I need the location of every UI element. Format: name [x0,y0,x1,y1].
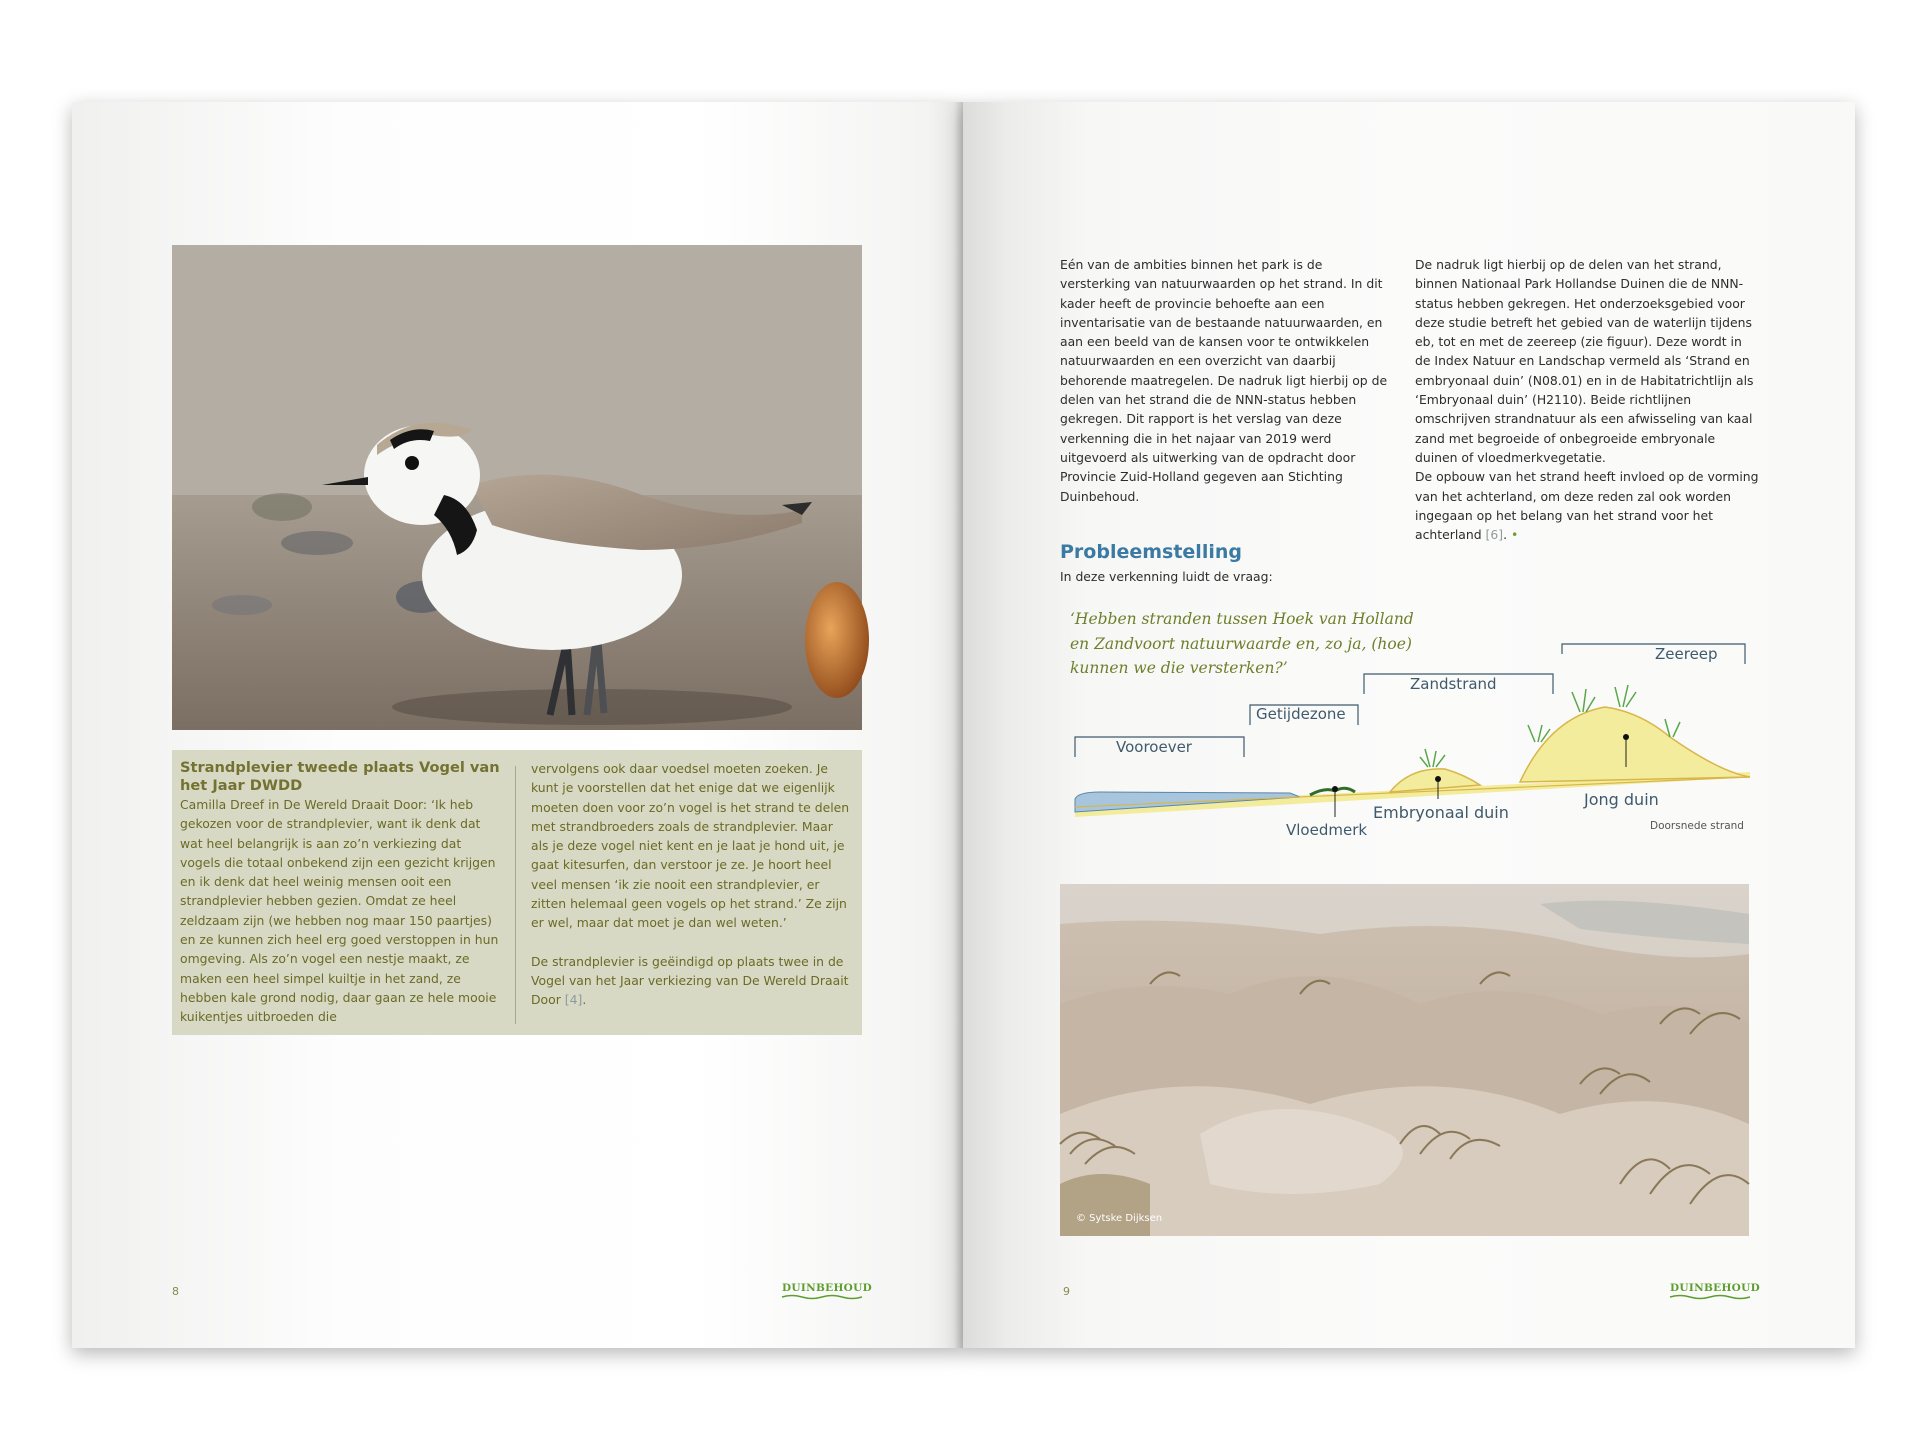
section-heading: Probleemstelling [1060,541,1242,563]
body-text-column-1: Eén van de ambities binnen het park is de versterking van natuurwaarden op het strand. In dit kader heeft de provincie behoefte aan een inventarisatie van de bestaande natuurwaarden, en aan een beeld van de kansen voor te ontwikkelen natuurwaarden en een overzicht van daarbij behorende maatregelen. De nadruk ligt hierbij op de delen van het strand die de NNN-status hebben gekregen. Dit rapport is het verslag van deze verkenning die in het najaar van 2019 werd uitgevoerd als uitwerking van de opdracht door Provincie Zuid-Holland gegeven aan Stichting Duinbehoud. [1060,257,1388,504]
label-jong-duin: Jong duin [1584,790,1659,809]
reference-link[interactable]: [6] [1485,527,1504,543]
info-box-text-col1: Camilla Dreef in De Wereld Draait Door: ‘Ik heb gekozen voor de strandplevier, want ik denk dat wat heel belangrijk is aan zo’n verkiezing dat vogels die totaal onbekend zijn een gezicht krijgen en ik denk dat heel weinig mensen ooit een strandplevier hebben gezien. Omdat ze heel zeldzaam zijn (we hebben nog maar 150 paartjes) en ze kunnen zich heel erg goed verstoppen in hun omgeving. Als zo’n vogel een nestje maakt, ze maken een heel simpel kuiltje in het zand, ze hebben kale grond nodig, daar gaan ze hele mooie kuikentjes uitbroeden die [180,797,499,1025]
info-box-para2-text: De strandplevier is geëindigd op plaats twee in de Vogel van het Jaar verkiezing van De Wereld Draait Door [531,953,849,1008]
right-page [963,102,1855,1348]
label-getijdezone: Getijdezone [1256,705,1346,723]
label-zeereep: Zeereep [1655,645,1718,663]
young-dune-shape [1520,707,1750,782]
research-question-quote: ‘Hebben stranden tussen Hoek van Holland en Zandvoort natuurwaarde en, zo ja, (hoe) kunnen we die versterken?’ [1070,610,1414,677]
label-vloedmerk: Vloedmerk [1286,821,1368,839]
diagram-caption: Doorsnede strand [1650,820,1744,832]
logo-wave-icon [1670,1294,1750,1300]
info-column-divider [515,766,516,1024]
info-box-title: Strandplevier tweede plaats Vogel van het Jaar DWDD [180,759,500,794]
info-box-para2-end: . [582,992,587,1008]
logo-text-left: DUINBEHOUD [782,1282,872,1294]
info-box-text-col2-para2 [531,952,853,1010]
page-number-right: 9 [1063,1285,1070,1298]
page-number-left: 8 [172,1285,179,1298]
end-mark-icon: • [1511,527,1519,543]
info-box-text-col2: vervolgens ook daar voedsel moeten zoeken. Je kunt je voorstellen dat het enige dat we eigenlijk moeten doen voor zo’n vogel is het strand te delen met strandbroeders zoals de strandplevier. Maar als je deze vogel niet kent en je laat je hond uit, je gaat kitesurfen, dan verstoor je ze. Je hoort heel veel mensen ‘ik zie nooit een strandplevier, er zitten helemaal geen vogels op het strand.’ Ze zijn er wel, maar dat moet je dan wel weten.’ [531,761,850,931]
section-subtext: In deze verkenning luidt de vraag: [1060,569,1273,584]
beach-cross-section-diagram [1060,645,1760,839]
body-text-column-2 [1415,255,1760,544]
body-text-col2-para2: De opbouw van het strand heeft invloed op de vorming van het achterland, om deze reden zal ook worden ingegaan op het belang van het strand voor het achterland [1415,469,1759,543]
snowy-plover-photo [172,245,862,730]
duinbehoud-logo-left [782,1282,872,1300]
dune-landscape-photo [1060,884,1749,1236]
left-page [72,102,963,1348]
info-column-2 [531,759,853,1010]
label-zandstrand: Zandstrand [1410,675,1497,693]
label-embryonaal-duin: Embryonaal duin [1373,803,1509,822]
logo-text-right: DUINBEHOUD [1670,1282,1760,1294]
body-text-col2-end: . [1503,527,1508,543]
reference-link[interactable]: [4] [564,992,583,1008]
label-vooroever: Vooroever [1116,738,1192,756]
body-text-col2-para1: De nadruk ligt hierbij op de delen van het strand, binnen Nationaal Park Hollandse Duinen die de NNN-status hebben gekregen. Het onderzoeksgebied voor deze studie betreft het gebied van de waterlijn tijdens eb, tot en met de zeereep (zie figuur). Deze wordt in de Index Natuur en Landschap vermeld als ‘Strand en embryonaal duin’ (N08.01) en in de Habitatrichtlijn als ‘Embryonaal duin’ (H2110). Beide richtlijnen omschrijven strandnatuur als een afwisseling van kaal zand met begroeide of onbegroeide embryonale duinen of vloedmerkvegetatie. [1415,257,1754,465]
logo-wave-icon [782,1294,862,1300]
duinbehoud-logo-right [1670,1282,1760,1300]
info-column-1 [180,759,500,1027]
info-box [172,750,862,1035]
photo-credit: © Sytske Dijksen [1076,1213,1163,1224]
